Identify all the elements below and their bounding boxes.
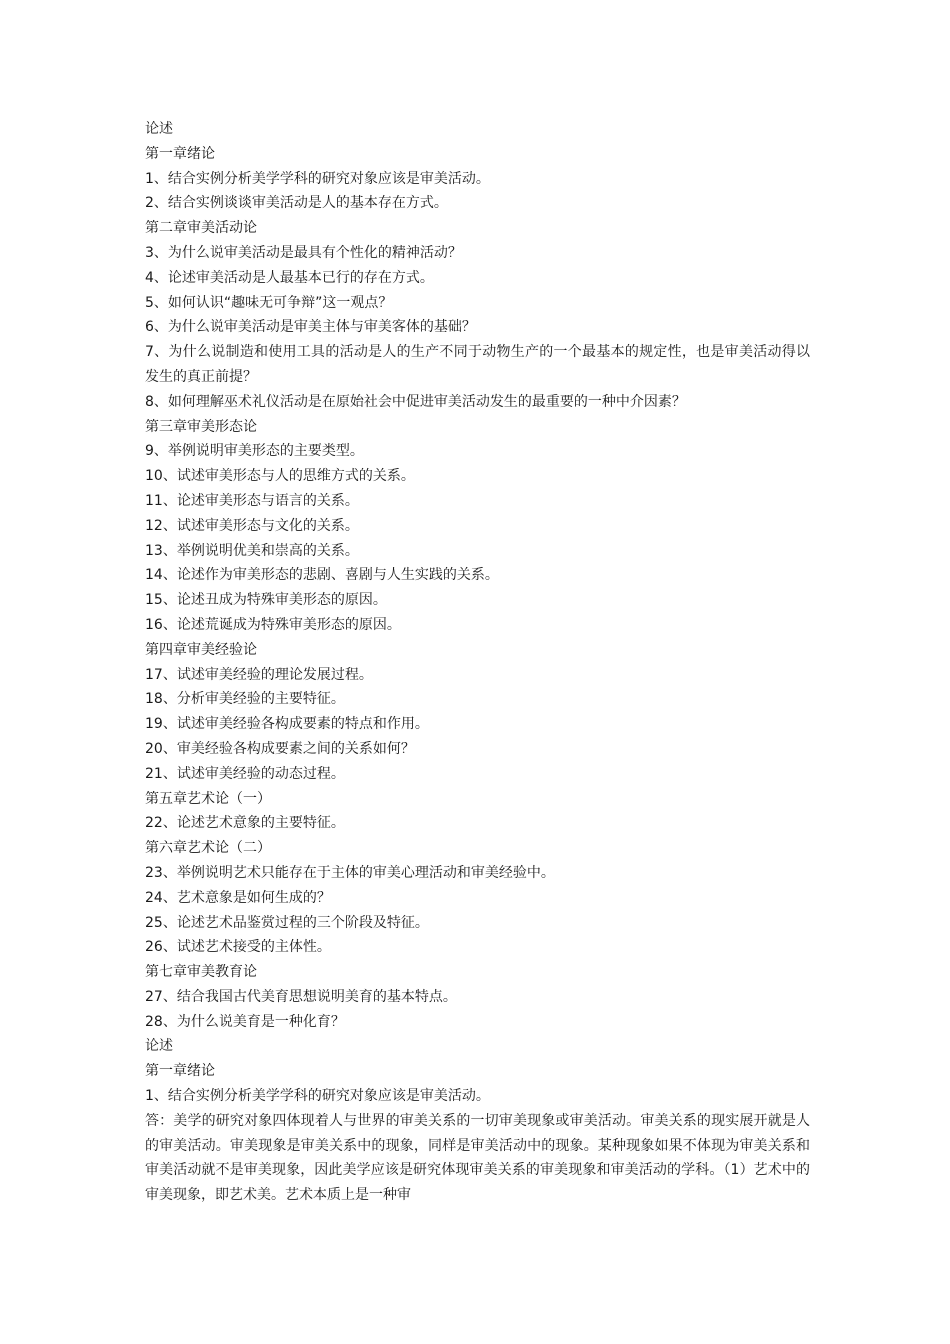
question-item: 16、论述荒诞成为特殊审美形态的原因。 bbox=[145, 616, 401, 633]
question-item: 6、为什么说审美活动是审美主体与审美客体的基础？ bbox=[145, 319, 476, 336]
question-item: 11、论述审美形态与语言的关系。 bbox=[145, 492, 359, 509]
question-item: 1、结合实例分析美学学科的研究对象应该是审美活动。 bbox=[145, 170, 490, 187]
question-item: 27、结合我国古代美育思想说明美育的基本特点。 bbox=[145, 988, 457, 1005]
section-title: 论述 bbox=[145, 1038, 173, 1055]
question-item: 20、审美经验各构成要素之间的关系如何？ bbox=[145, 740, 415, 757]
question-item: 5、如何认识“趣味无可争辩”这一观点？ bbox=[145, 294, 393, 311]
question-item: 28、为什么说美育是一种化育？ bbox=[145, 1013, 345, 1030]
question-item: 1、结合实例分析美学学科的研究对象应该是审美活动。 bbox=[145, 1088, 490, 1105]
question-item: 14、论述作为审美形态的悲剧、喜剧与人生实践的关系。 bbox=[145, 567, 499, 584]
question-item: 19、试述审美经验各构成要素的特点和作用。 bbox=[145, 716, 429, 733]
question-item: 13、举例说明优美和崇高的关系。 bbox=[145, 542, 359, 559]
chapter-heading: 第四章审美经验论 bbox=[145, 641, 257, 658]
question-item: 4、论述审美活动是人最基本已行的存在方式。 bbox=[145, 269, 434, 286]
question-item: 2、结合实例谈谈审美活动是人的基本存在方式。 bbox=[145, 195, 448, 212]
question-item: 25、论述艺术品鉴赏过程的三个阶段及特征。 bbox=[145, 914, 429, 931]
question-item: 21、试述审美经验的动态过程。 bbox=[145, 765, 345, 782]
document-page bbox=[145, 117, 810, 1208]
chapter-heading: 第五章艺术论（一） bbox=[145, 790, 271, 807]
chapter-heading: 第二章审美活动论 bbox=[145, 220, 257, 237]
question-item: 22、论述艺术意象的主要特征。 bbox=[145, 815, 345, 832]
chapter-heading: 第一章绪论 bbox=[145, 1063, 215, 1080]
chapter-heading: 第三章审美形态论 bbox=[145, 418, 257, 435]
question-item: 24、艺术意象是如何生成的？ bbox=[145, 889, 331, 906]
question-item: 10、试述审美形态与人的思维方式的关系。 bbox=[145, 468, 415, 485]
question-item: 18、分析审美经验的主要特征。 bbox=[145, 691, 345, 708]
question-item: 8、如何理解巫术礼仪活动是在原始社会中促进审美活动发生的最重要的一种中介因素？ bbox=[145, 393, 686, 410]
question-item: 9、举例说明审美形态的主要类型。 bbox=[145, 443, 364, 460]
chapter-heading: 第六章艺术论（二） bbox=[145, 840, 271, 857]
question-item: 23、举例说明艺术只能存在于主体的审美心理活动和审美经验中。 bbox=[145, 864, 555, 881]
question-item: 12、试述审美形态与文化的关系。 bbox=[145, 517, 359, 534]
section-title: 论述 bbox=[145, 121, 173, 137]
question-item: 26、试述艺术接受的主体性。 bbox=[145, 939, 331, 956]
question-item: 15、论述丑成为特殊审美形态的原因。 bbox=[145, 592, 387, 609]
question-item: 17、试述审美经验的理论发展过程。 bbox=[145, 666, 373, 683]
chapter-heading: 第七章审美教育论 bbox=[145, 964, 257, 981]
question-item: 3、为什么说审美活动是最具有个性化的精神活动？ bbox=[145, 244, 462, 261]
question-item: 7、为什么说制造和使用工具的活动是人的生产不同于动物生产的一个最基本的规定性，也是审美活动得以发生的真正前提？ bbox=[145, 344, 810, 385]
answer-paragraph: 答：美学的研究对象四体现着人与世界的审美关系的一切审美现象或审美活动。审美关系的现实展开就是人的审美活动。审美现象是审美关系中的现象，同样是审美活动中的现象。某种现象如果不体现为审美关系和审美活动就不是审美现象，因此美学应该是研究体现审美关系的审美现象和审美活动的学科。（1）艺术中的审美现象，即艺术美。艺术本质上是一种审 bbox=[145, 1112, 810, 1204]
chapter-heading: 第一章绪论 bbox=[145, 145, 215, 162]
